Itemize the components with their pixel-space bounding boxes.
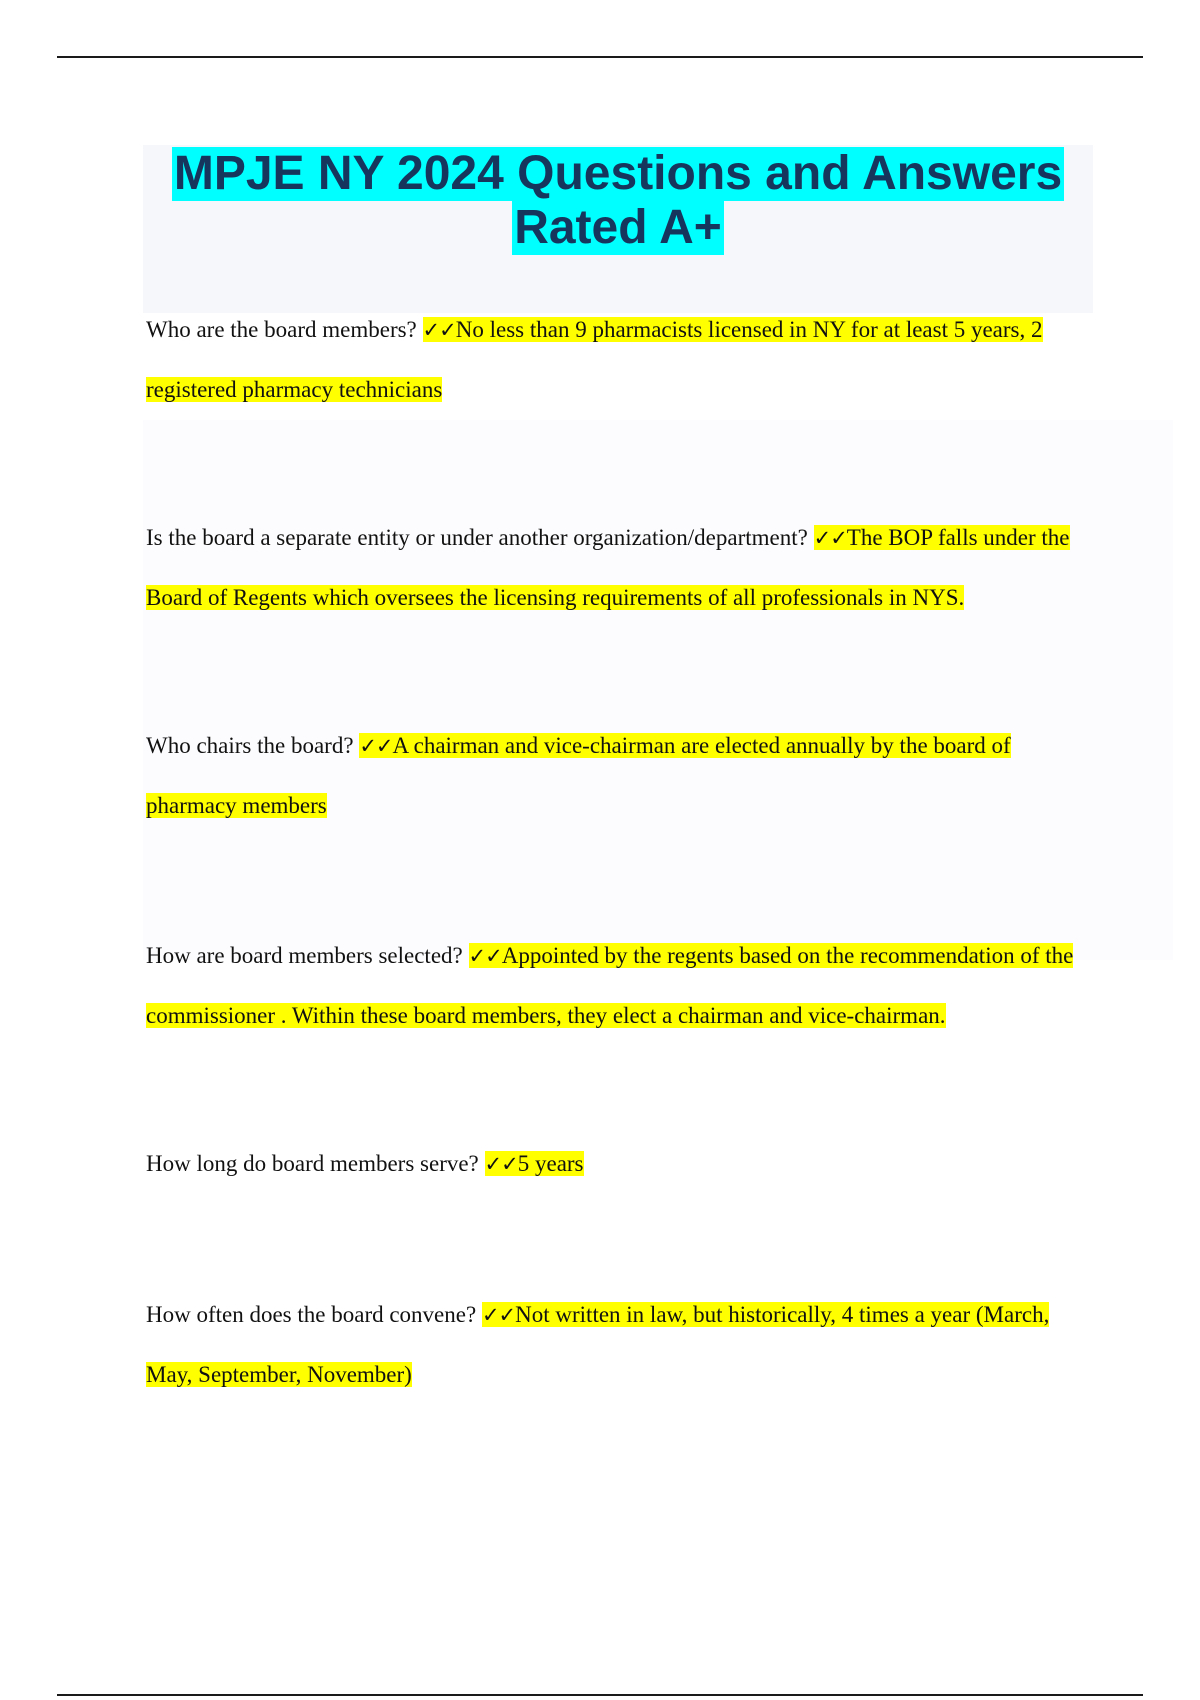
double-check-icon: ✓✓: [359, 734, 393, 758]
answer-text: No less than 9 pharmacists licensed in NY for at least 5 years, 2 registered pharmacy technicians: [146, 317, 1043, 402]
qa-item-2: [146, 508, 1096, 628]
qa-item-3: [146, 716, 1096, 836]
answer-highlight: [485, 1151, 584, 1176]
question-text: How often does the board convene?: [146, 1302, 477, 1327]
qa-item-5: [146, 1134, 1096, 1194]
question-text: Who chairs the board?: [146, 733, 354, 758]
answer-text: Not written in law, but historically, 4 times a year (March, May, September, November): [146, 1302, 1050, 1387]
document-title-line-1: MPJE NY 2024 Questions and Answers: [173, 147, 1063, 200]
double-check-icon: ✓✓: [468, 944, 502, 968]
answer-text: A chairman and vice-chairman are elected annually by the board of pharmacy members: [146, 733, 1011, 818]
answer-text: The BOP falls under the Board of Regents which oversees the licensing requirements of all professionals in NYS.: [146, 525, 1070, 610]
qa-item-6: [146, 1285, 1096, 1405]
qa-item-1: [146, 300, 1096, 420]
header-rule: [57, 56, 1143, 58]
double-check-icon: ✓✓: [481, 1303, 516, 1327]
double-check-icon: ✓✓: [484, 1152, 518, 1176]
document-title-line-2: Rated A+: [514, 201, 722, 254]
background-panel: [143, 420, 1173, 960]
footer-rule: [57, 1694, 1143, 1696]
answer-text: Appointed by the regents based on the recommendation of the commissioner . Within these board members, they elect a chairman and vice-chairman.: [146, 943, 1074, 1028]
qa-item-4: [146, 926, 1096, 1046]
question-text: Who are the board members?: [146, 317, 417, 342]
question-text: How are board members selected?: [146, 943, 463, 968]
double-check-icon: ✓✓: [813, 526, 847, 550]
title-block: [143, 145, 1093, 313]
answer-text: 5 years: [517, 1151, 584, 1176]
double-check-icon: ✓✓: [422, 318, 456, 342]
question-text: Is the board a separate entity or under another organization/department?: [146, 525, 808, 550]
question-text: How long do board members serve?: [146, 1151, 479, 1176]
